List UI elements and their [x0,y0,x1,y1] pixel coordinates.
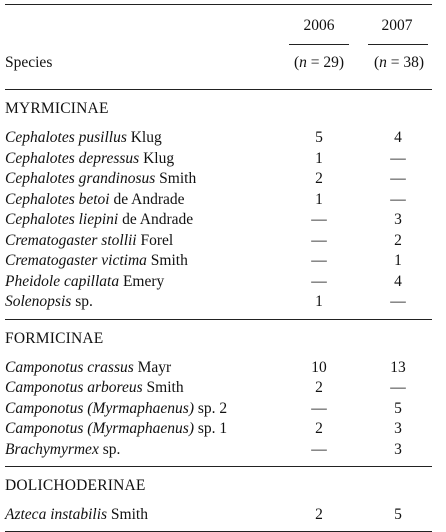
table-row [5,440,432,461]
count-2007: — [390,190,406,208]
species-binomial: Cephalotes pusillus [5,129,127,146]
count-2007: — [390,149,406,167]
count-2006: — [311,252,327,269]
count-2006: 2 [315,379,323,396]
count-2007: 1 [394,252,402,269]
species-name [5,169,196,190]
year-2007-rule [368,44,428,45]
species-name [5,210,193,231]
table-row [5,292,432,313]
heading-spacer [5,497,432,505]
species-binomial: Cephalotes depressus [5,149,140,167]
species-authority: de Andrade [118,211,194,228]
count-2006: — [311,399,327,417]
species-name [5,505,148,526]
species-authority: Klug [126,129,162,146]
species-authority: Klug [139,149,175,167]
count-2006: 2 [315,506,323,523]
species-name [5,231,173,252]
year-2006-rule [289,44,349,45]
table-row [5,399,432,420]
count-2007: 5 [394,506,402,523]
count-2007: 5 [394,399,402,417]
count-2006: 2 [315,170,323,187]
species-name [5,128,162,149]
species-authority: Smith [142,379,184,396]
table-row [5,505,432,526]
species-binomial: Pheidole capillata [5,272,120,290]
count-2007: — [390,293,406,310]
count-2006: — [311,231,327,249]
heading-spacer [5,350,432,358]
species-authority: sp. 1 [194,420,228,437]
species-name [5,440,120,461]
count-2007: 2 [394,231,402,249]
table-row [5,190,432,211]
species-authority: Smith [107,506,148,523]
species-authority: Smith [146,252,188,269]
sample-size-2007: (n = 38) [373,54,425,71]
count-2006: — [311,272,327,290]
table-row [5,251,432,272]
count-2006: — [311,211,327,228]
table-row [5,358,432,379]
species-authority: Mayr [133,358,172,376]
count-2006: 10 [311,358,327,376]
species-binomial: Cephalotes grandinosus [5,170,156,187]
table-header [5,5,432,89]
species-name [5,251,188,272]
count-2007: 4 [394,272,402,290]
count-2007: 3 [394,420,402,437]
count-2007: 13 [390,358,406,376]
species-name [5,272,164,293]
species-name [5,399,227,420]
table-row [5,419,432,440]
count-2007: — [390,379,406,396]
table-row [5,128,432,149]
species-name [5,358,171,379]
species-authority: Forel [136,231,174,249]
species-authority: sp. 2 [194,399,228,417]
species-authority: Smith [155,170,197,187]
species-binomial: Camponotus (Myrmaphaenus) [5,399,194,417]
species-name [5,292,93,313]
species-authority: sp. [71,293,93,310]
species-binomial: Camponotus arboreus [5,379,143,396]
species-name [5,190,185,211]
heading-spacer [5,120,432,128]
species-binomial: Camponotus crassus [5,358,134,376]
species-binomial: Cephalotes liepini [5,211,119,228]
count-2007: 4 [394,129,402,146]
count-2006: 2 [315,420,323,437]
species-name [5,149,174,170]
count-2006: 1 [315,190,323,208]
species-column-header: Species [5,54,53,71]
species-binomial: Camponotus (Myrmaphaenus) [5,420,194,437]
count-2006: 1 [315,293,323,310]
table-row [5,169,432,190]
table-body [5,90,432,526]
count-2007: — [390,170,406,187]
species-name [5,419,227,440]
count-2007: 3 [394,211,402,228]
year-2007-header: 2007 [381,17,413,34]
species-table [5,4,432,532]
table-row [5,149,432,170]
species-binomial: Crematogaster stollii [5,231,137,249]
table-row [5,272,432,293]
count-2006: 5 [315,129,323,146]
species-authority: sp. [98,440,121,458]
table-row [5,210,432,231]
table-row [5,231,432,252]
subfamily-heading: FORMICINAE [5,329,104,347]
species-binomial: Solenopsis [5,293,72,310]
species-binomial: Brachymyrmex [5,440,99,458]
bottom-rule [5,531,432,532]
count-2006: — [311,440,327,458]
species-binomial: Cephalotes betoi [5,190,110,208]
species-authority: de Andrade [109,190,185,208]
species-name [5,378,184,399]
count-2007: 3 [394,440,402,458]
count-2006: 1 [315,149,323,167]
species-binomial: Crematogaster victima [5,252,147,269]
species-binomial: Azteca instabilis [5,506,108,523]
subfamily-heading: MYRMICINAE [5,100,109,117]
sample-size-2006: (n = 29) [293,54,345,71]
subfamily-heading: DOLICHODERINAE [5,477,146,494]
year-2006-header: 2006 [303,17,335,34]
table-row [5,378,432,399]
species-authority: Emery [119,272,165,290]
